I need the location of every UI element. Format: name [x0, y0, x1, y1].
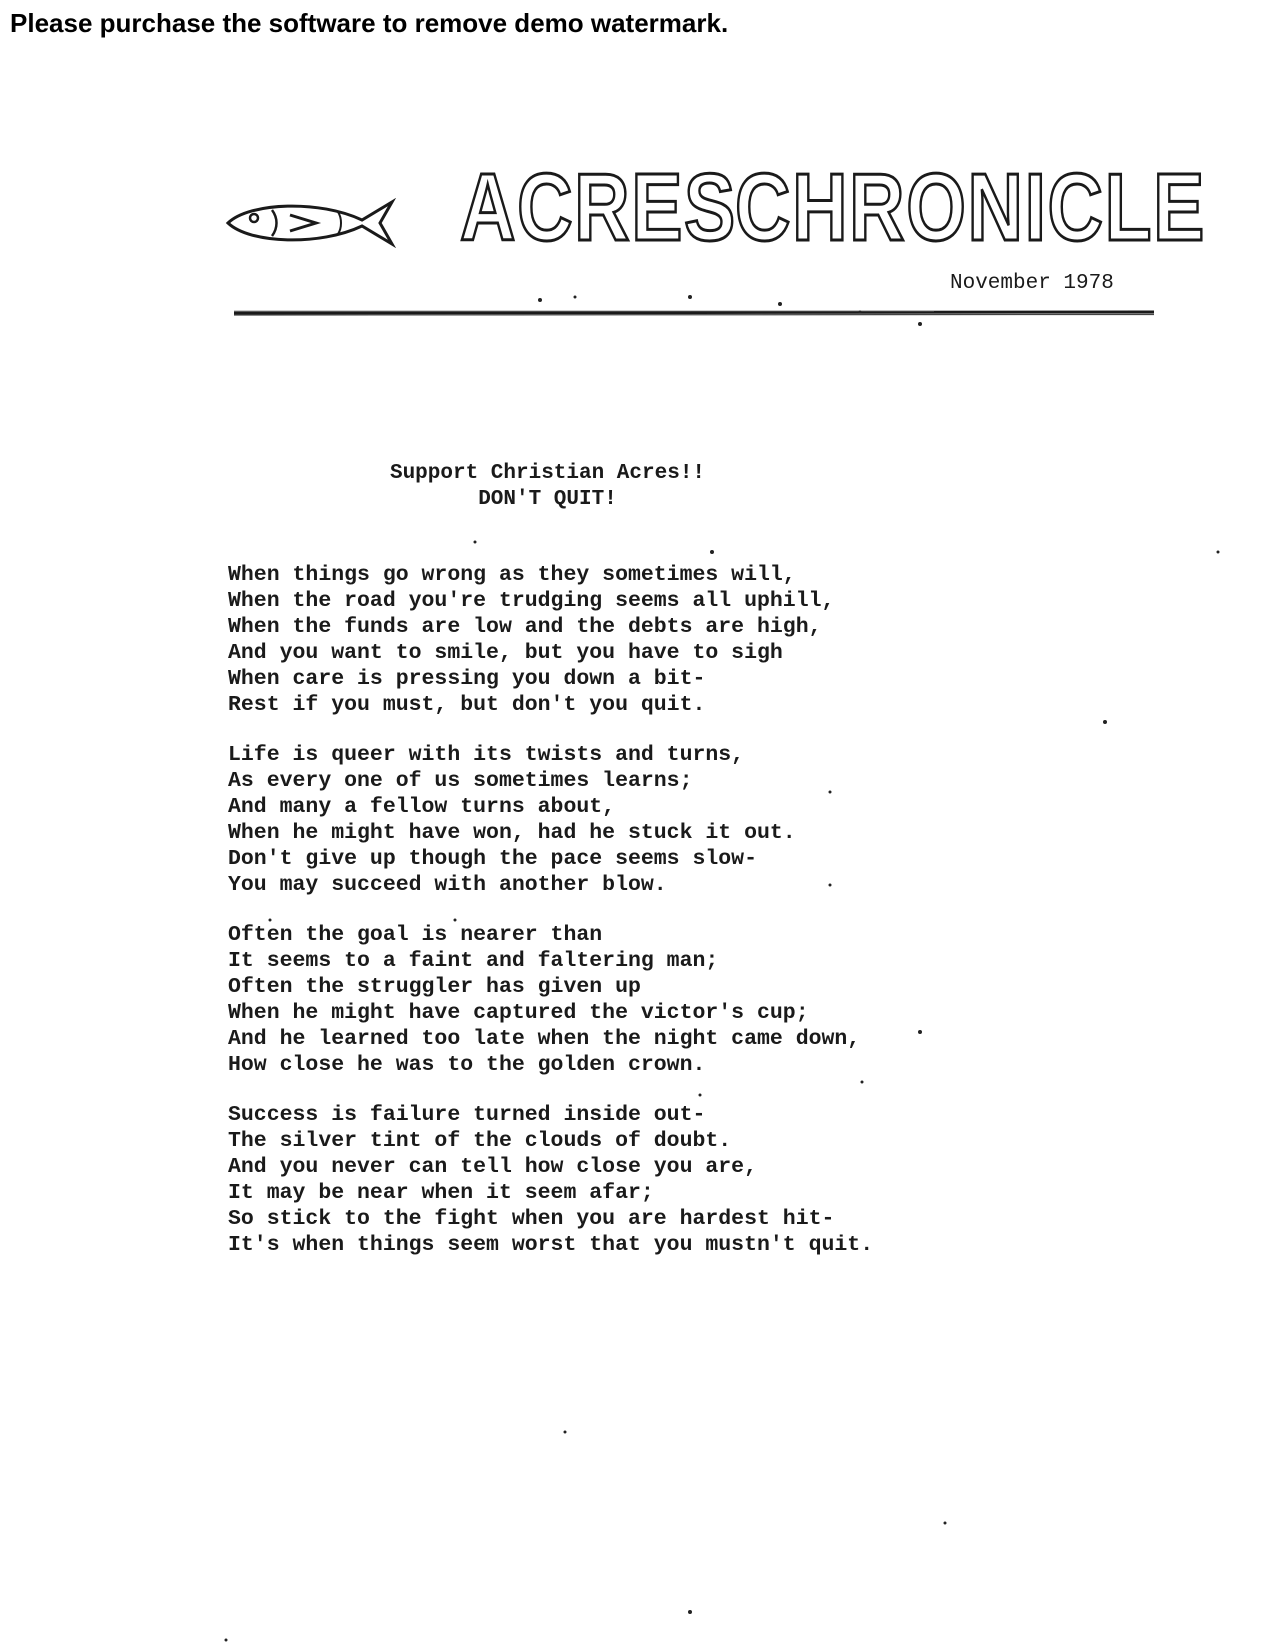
masthead-rule: [234, 307, 1154, 319]
poem-line: When he might have won, had he stuck it out.: [228, 821, 796, 845]
poem-line: You may succeed with another blow.: [228, 873, 667, 897]
poem-line: And many a fellow turns about,: [228, 795, 616, 819]
poem-line: Success is failure turned inside out-: [228, 1103, 706, 1127]
masthead: [220, 154, 1206, 270]
poem-line: It seems to a faint and faltering man;: [228, 949, 719, 973]
poem-line: It's when things seem worst that you mustn't quit.: [228, 1233, 874, 1257]
demo-watermark: Please purchase the software to remove demo watermark.: [10, 8, 729, 38]
poem-stanza-2: [228, 742, 873, 898]
poem: [228, 562, 873, 1282]
poem-line: As every one of us sometimes learns;: [228, 769, 693, 793]
poem-line: The silver tint of the clouds of doubt.: [228, 1129, 732, 1153]
poem-stanza-4: [228, 1102, 873, 1258]
fish-icon: [220, 198, 400, 248]
poem-line: It may be near when it seem afar;: [228, 1181, 654, 1205]
poem-line: So stick to the fight when you are hardest hit-: [228, 1207, 835, 1231]
support-heading: Support Christian Acres!!: [389, 462, 706, 485]
poem-line: And he learned too late when the night came down,: [228, 1027, 861, 1051]
masthead-title-acres: ACRES: [460, 154, 737, 261]
poem-line: When care is pressing you down a bit-: [228, 667, 706, 691]
poem-line: When the road you're trudging seems all uphill,: [228, 589, 835, 613]
poem-stanza-1: [228, 562, 873, 718]
poem-line: Often the goal is nearer than: [228, 923, 603, 947]
poem-line: When the funds are low and the debts are high,: [228, 615, 822, 639]
poem-line: When things go wrong as they sometimes will,: [228, 563, 796, 587]
poem-line: Often the struggler has given up: [228, 975, 641, 999]
poem-line: Rest if you must, but don't you quit.: [228, 693, 706, 717]
poem-line: How close he was to the golden crown.: [228, 1053, 706, 1077]
poem-line: When he might have captured the victor's cup;: [228, 1001, 809, 1025]
poem-line: And you want to smile, but you have to sigh: [228, 641, 783, 665]
poem-line: Life is queer with its twists and turns,: [228, 743, 745, 767]
masthead-title-chronicle: CHRONICLE: [735, 154, 1206, 261]
poem-line: Don't give up though the pace seems slow-: [228, 847, 757, 871]
poem-title: DON'T QUIT!: [478, 488, 617, 511]
poem-line: And you never can tell how close you are,: [228, 1155, 757, 1179]
poem-stanza-3: [228, 922, 873, 1078]
issue-date: November 1978: [950, 272, 1114, 295]
